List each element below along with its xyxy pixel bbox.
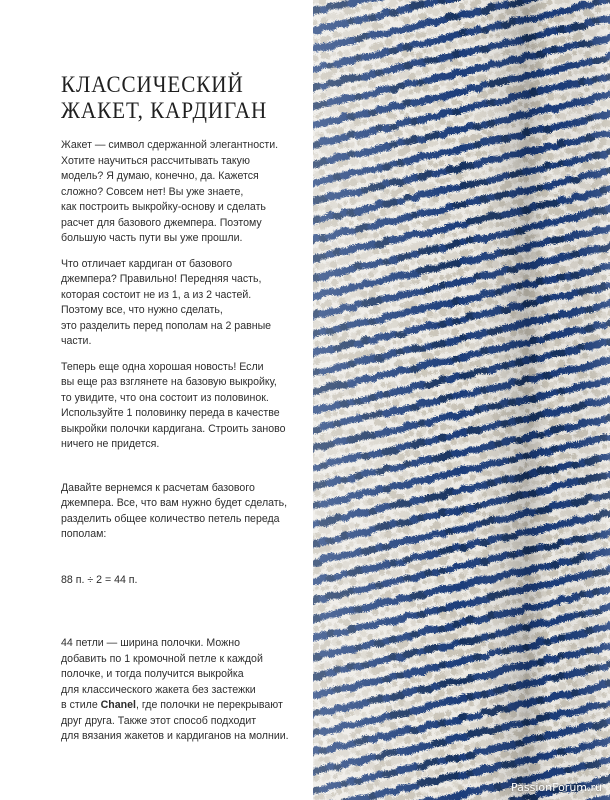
text-line: Поэтому все, что нужно сделать, — [61, 304, 223, 316]
text-line: сложно? Совсем нет! Вы уже знаете, — [61, 185, 244, 198]
text-line: добавить по 1 кромочной петле к каждой — [61, 652, 263, 665]
text-line: джемпера? Правильно! Передняя часть, — [61, 273, 262, 285]
text-line: как построить выкройку-основу и сделать — [61, 201, 266, 213]
text-line: полочке, и тогда получится выкройка — [61, 668, 244, 680]
text-line: Что отличает кардиган от базового — [61, 257, 233, 270]
article-column — [61, 72, 301, 755]
text-line: это разделить перед пополам на 2 равные — [61, 319, 272, 332]
text-line: джемпера. Все, что вам нужно будет сделать, — [61, 497, 288, 509]
knitted-stripes-photo — [313, 0, 610, 800]
text-line: части. — [61, 335, 92, 347]
text-line: выкройки полочки кардигана. Строить заново — [61, 422, 286, 435]
text-line: Используйте 1 половинку переда в качестве — [61, 407, 280, 419]
text-line: 44 петли — ширина полочки. Можно — [61, 637, 240, 649]
text-line: Давайте вернемся к расчетам базового — [61, 481, 255, 494]
text-line: Жакет — символ сдержанной элегантности. — [61, 139, 279, 151]
text-line: для классического жакета без застежки — [61, 683, 256, 696]
text-line: то увидите, что она состоит из половинок. — [61, 391, 269, 404]
text-line: Теперь еще одна хорошая новость! Если — [61, 360, 264, 373]
text-line: разделить общее количество петель переда — [61, 512, 280, 525]
text-line: большую часть пути вы уже прошли. — [61, 232, 243, 244]
paragraph-5 — [61, 636, 301, 745]
text-line-chanel — [61, 698, 301, 714]
article-title — [61, 72, 282, 124]
paragraph-3 — [61, 360, 301, 453]
brand-name: Chanel — [100, 699, 136, 711]
text-line: расчет для базового джемпера. Поэтому — [61, 216, 262, 229]
paragraph-2 — [61, 257, 301, 350]
title-line-2: ЖАКЕТ, КАРДИГАН — [61, 98, 268, 123]
knit-texture-image — [313, 0, 610, 800]
text-line: ничего не придется. — [61, 438, 160, 450]
text-fragment: , где полочки не перекрывают — [135, 699, 283, 711]
text-fragment: в стиле — [61, 699, 101, 711]
watermark: PassionForum.ru — [511, 781, 602, 794]
text-line: друг друга. Также этот способ подходит — [61, 714, 257, 727]
spacer — [61, 463, 301, 481]
paragraph-4 — [61, 481, 301, 543]
paragraph-1 — [61, 138, 301, 247]
stitch-formula: 88 п. ÷ 2 = 44 п. — [61, 573, 138, 586]
title-line-1: КЛАССИЧЕСКИЙ — [61, 72, 244, 97]
text-line: пополам: — [61, 528, 107, 540]
text-line: для вязания жакетов и кардиганов на молнии. — [61, 730, 289, 742]
text-line: которая состоит не из 1, а из 2 частей. — [61, 288, 252, 301]
text-line: вы еще раз взглянете на базовую выкройку, — [61, 376, 277, 388]
text-line: модель? Я думаю, конечно, да. Кажется — [61, 170, 259, 182]
text-line: Хотите научиться рассчитывать такую — [61, 154, 250, 167]
